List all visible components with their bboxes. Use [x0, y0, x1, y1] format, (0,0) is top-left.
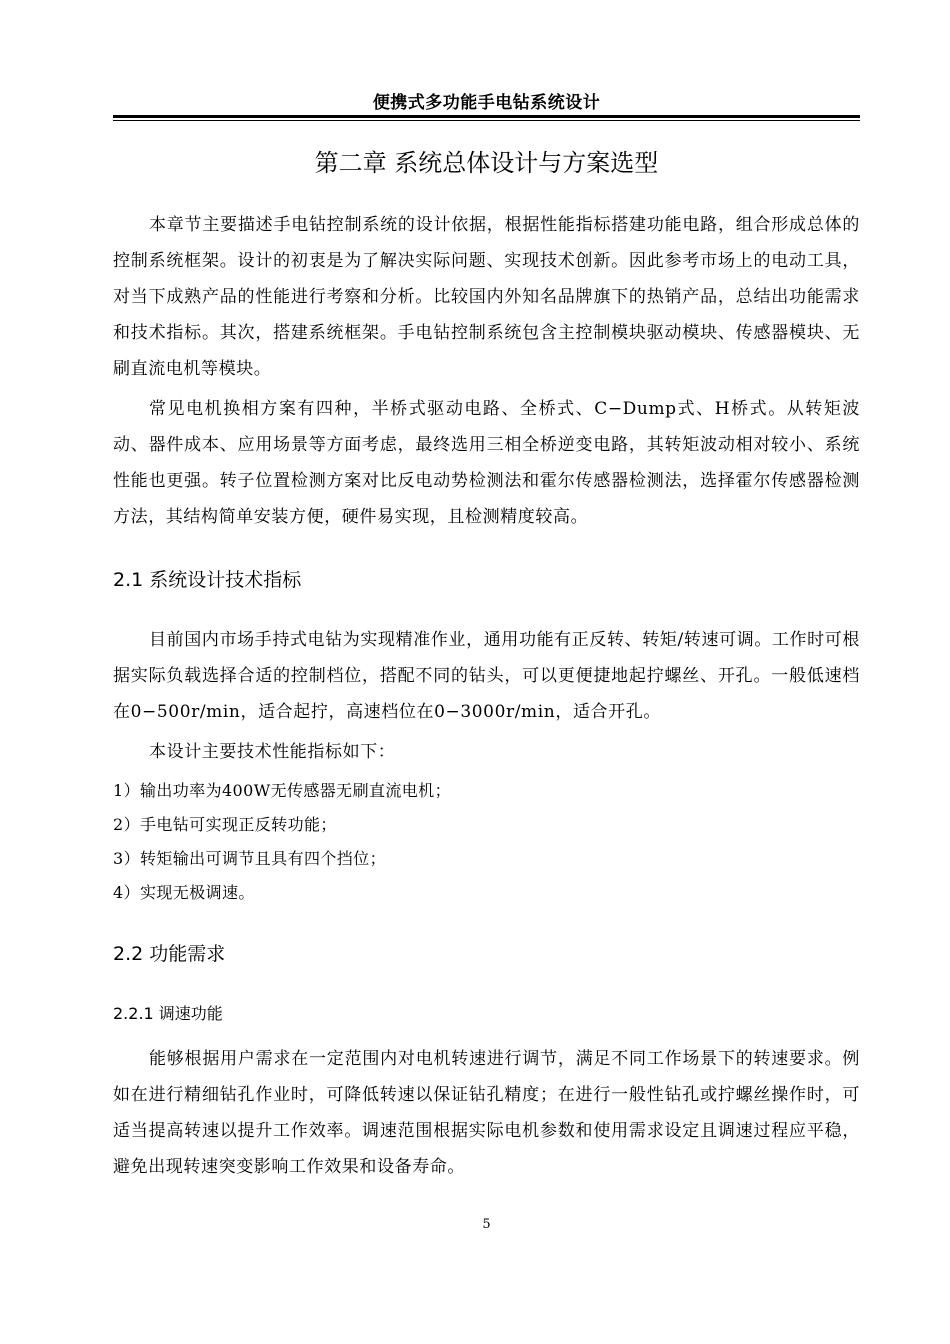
page-number: 5 — [482, 1217, 491, 1232]
header-rule-thin — [113, 120, 860, 121]
section-2-2-1-paragraph-1: 能够根据用户需求在一定范围内对电机转速进行调节，满足不同工作场景下的转速要求。例如在进行精细钻孔作业时，可降低转速以保证钻孔精度；在进行一般性钻孔或拧螺丝操作时，可适当提高转速以提升工作效率。调速范围根据实际电机参数和使用需求设定且调速过程应平稳，避免出现转速突变影响工作效果和设备寿命。 — [113, 1049, 860, 1177]
spec-list — [113, 774, 860, 910]
running-header: 便携式多功能手电钻系统设计 — [372, 93, 601, 113]
header-rule-thick — [113, 115, 860, 118]
subsection-heading-2-2-1: 2.2.1 调速功能 — [113, 1004, 223, 1023]
spec-item-1: 1）输出功率为400W无传感器无刷直流电机； — [113, 781, 451, 800]
chapter-title: 第二章 系统总体设计与方案选型 — [314, 149, 659, 177]
section-heading-2-2: 2.2 功能需求 — [113, 943, 226, 965]
spec-item-3: 3）转矩输出可调节且具有四个挡位； — [113, 849, 386, 868]
intro-paragraph-1: 本章节主要描述手电钻控制系统的设计依据，根据性能指标搭建功能电路，组合形成总体的控制系统框架。设计的初衷是为了解决实际问题、实现技术创新。因此参考市场上的电动工具，对当下成熟产品的性能进行考察和分析。比较国内外知名品牌旗下的热销产品，总结出功能需求和技术指标。其次，搭建系统框架。手电钻控制系统包含主控制模块驱动模块、传感器模块、无刷直流电机等模块。 — [113, 215, 860, 379]
spec-item-4: 4）实现无极调速。 — [113, 883, 255, 902]
section-heading-2-1: 2.1 系统设计技术指标 — [113, 569, 302, 591]
spec-item-2: 2）手电钻可实现正反转功能； — [113, 815, 337, 834]
section-2-1-paragraph-1: 目前国内市场手持式电钻为实现精准作业，通用功能有正反转、转矩/转速可调。工作时可根据实际负载选择合适的控制档位，搭配不同的钻头，可以更便捷地起拧螺丝、开孔。一般低速档在0−500r/min，适合起拧，高速档位在0−3000r/min，适合开孔。 — [113, 630, 860, 722]
section-2-1-paragraph-2: 本设计主要技术性能指标如下： — [149, 742, 396, 762]
intro-paragraph-2: 常见电机换相方案有四种，半桥式驱动电路、全桥式、C−Dump式、H桥式。从转矩波动、器件成本、应用场景等方面考虑，最终选用三相全桥逆变电路，其转矩波动相对较小、系统性能也更强。转子位置检测方案对比反电动势检测法和霍尔传感器检测法，选择霍尔传感器检测方法，其结构简单安装方便，硬件易实现，且检测精度较高。 — [113, 399, 860, 527]
